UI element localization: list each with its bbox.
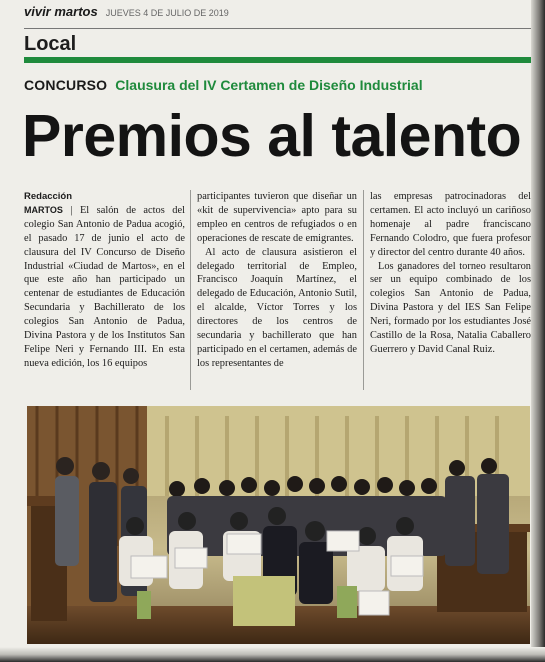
masthead <box>24 4 229 22</box>
page-bottom-edge <box>0 647 545 662</box>
kicker-row <box>24 77 423 93</box>
group-photo <box>27 406 530 644</box>
column-divider <box>190 190 191 390</box>
column-divider <box>363 190 364 390</box>
column-3-paragraph-2: Los ganadores del torneo resultaron ser un equipo combinado de los colegios San Antonio de Padua, Divina Pastora y del IES San Felipe Neri, formado por los estudiantes José Castillo de la Rosa, Natalia Caballero Guerrero y David Canal Ruiz. <box>370 260 531 355</box>
section-title: Local <box>24 33 77 55</box>
article-column-3 <box>370 190 531 357</box>
column-1-text: El salón de actos del colegio San Antonio de Padua acogió, el pasado 17 de junio el acto de clausura del IV Concurso de Diseño Industrial «Ciudad de Martos», en el que este año han participado un centenar de estudiantes de Educación Secundaria y Bachillerato de los colegios San Antonio de Padua, Divina Pastora y de los Institutos San Felipe Neri y Fernando III. En esta nueva edición, los 16 equipos <box>24 204 185 369</box>
dateline-place: MARTOS <box>24 204 63 215</box>
kicker: CONCURSO <box>24 77 108 93</box>
page-edge-shadow <box>531 0 545 662</box>
article-column-1: Redacción MARTOS | El salón de actos del colegio San Antonio de Padua acogió, el pasado 17 de junio el acto de clausura del IV Concurso de Diseño Industrial «Ciudad de Martos», en el que este año han participado un centenar de estudiantes de Educación Secundaria y Bachillerato de los colegios San Antonio de Padua, Divina Pastora y de los Institutos San Felipe Neri y Fernando III. En esta nueva edición, los 16 equipos <box>24 191 185 369</box>
masthead-brand: vivir martos <box>24 4 98 19</box>
byline: Redacción <box>24 191 73 202</box>
masthead-date: JUEVES 4 DE JULIO DE 2019 <box>105 8 229 18</box>
column-3-paragraph-1: las empresas patrocinadoras del certamen. El acto incluyó un cariñoso homenaje al padre franciscano Fernando Colodro, que fuera profesor y director del centro durante 40 años. <box>370 191 531 258</box>
section-rule <box>24 57 531 63</box>
group-photo-illustration <box>27 406 530 644</box>
column-2-paragraph-2: Al acto de clausura asistieron el delegado territorial de Empleo, Francisco Joaquín Martínez, el delegado de Educación, Antonio Sutil, el alcalde, Víctor Torres y los directores de los centros de secundaria y bachillerato que han participado en el certamen, además de los representantes de <box>197 246 357 369</box>
masthead-rule <box>24 28 531 29</box>
headline: Premios al talento <box>22 103 522 169</box>
column-2-paragraph-1: participantes tuvieron que diseñar un «kit de supervivencia» apto para su empleo en centros de refugiados o en operaciones de rescate de emigrantes. <box>197 191 357 244</box>
article-column-2 <box>197 190 357 371</box>
subkicker: Clausura del IV Certamen de Diseño Industrial <box>115 77 423 93</box>
